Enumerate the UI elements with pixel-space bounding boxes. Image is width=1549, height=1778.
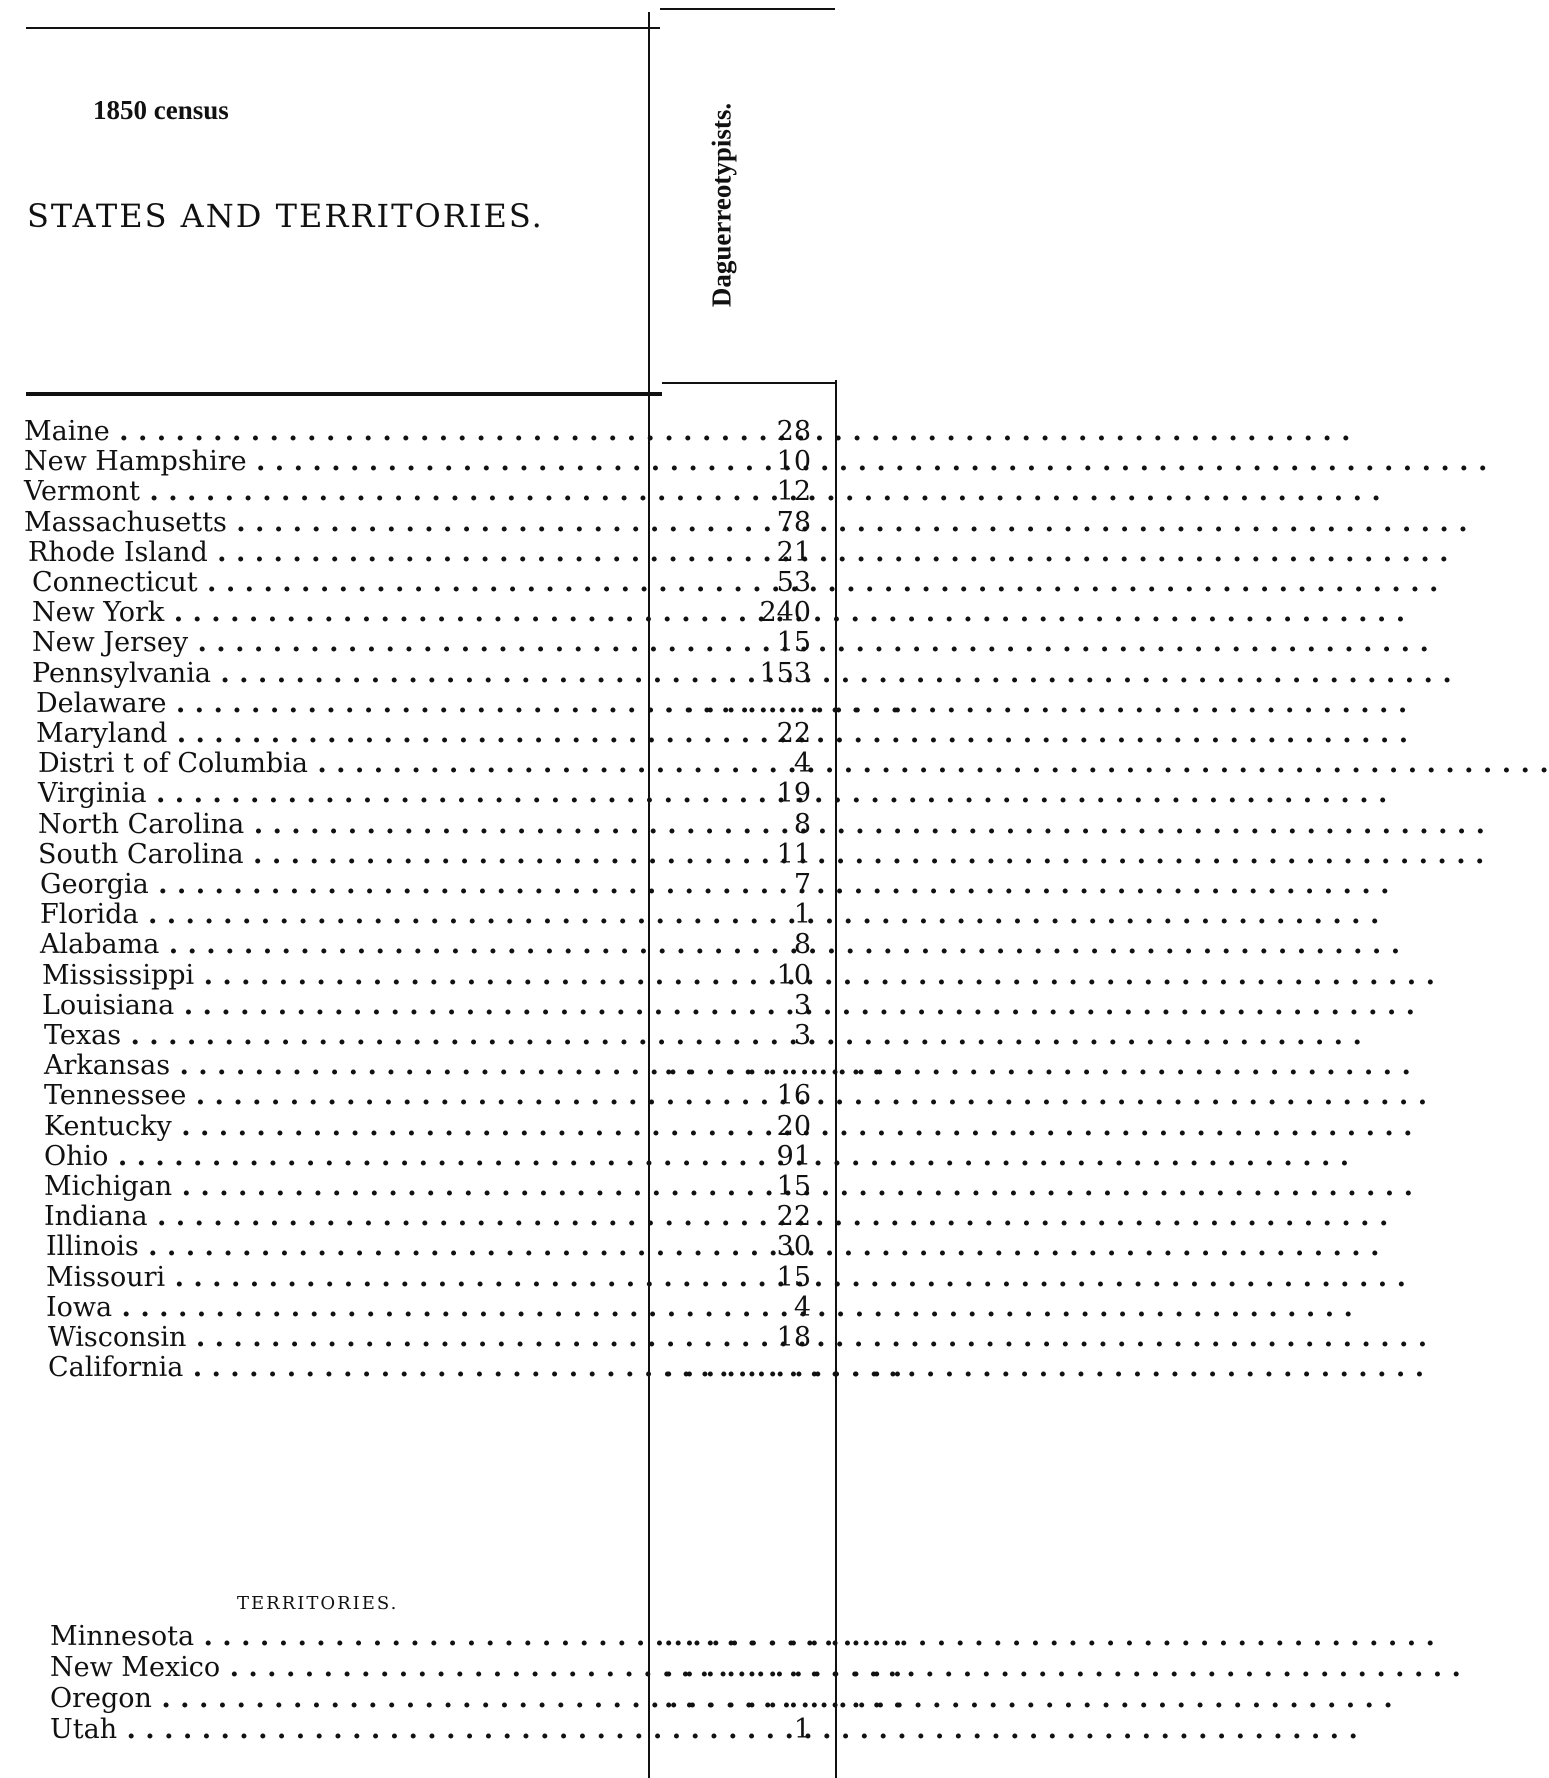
row-empty-leader: . . . . . . . . . . . .: [664, 1683, 904, 1714]
row-name: New Jersey . . .: [32, 626, 654, 660]
row-name: Oregon . . .: [50, 1682, 672, 1716]
row-name: Alabama . . .: [40, 928, 662, 962]
table-row: [0, 1019, 841, 1053]
row-name: Arkansas . . .: [44, 1049, 666, 1083]
row-name: Massachusetts . . .: [24, 506, 646, 540]
table-row: [0, 838, 841, 872]
row-value: 4: [793, 1291, 811, 1323]
table-row: [0, 1713, 841, 1747]
table-row: [0, 1140, 841, 1174]
row-name: Missouri . . .: [46, 1261, 668, 1295]
row-name: Rhode Island . . .: [28, 536, 650, 570]
table-row: [0, 626, 841, 660]
row-value: 20: [776, 1110, 811, 1142]
row-name: Illinois . . .: [46, 1230, 668, 1264]
row-name: Connecticut . . .: [32, 566, 654, 600]
row-value: 240: [759, 597, 811, 629]
row-name: Ohio . . .: [44, 1140, 666, 1174]
table-row: [0, 445, 841, 479]
row-value: 11: [776, 838, 811, 870]
row-empty-leader: . . . . . . . . . . . .: [664, 1352, 904, 1384]
row-name: Texas . . .: [44, 1019, 666, 1053]
table-row: [0, 657, 841, 691]
row-empty-leader: . . . . . . . . . . . .: [664, 1652, 904, 1683]
row-value: 53: [776, 567, 811, 598]
table-row: [0, 1110, 841, 1144]
row-name: Pennsylvania . . .: [32, 657, 654, 691]
row-name: Indiana . . .: [44, 1200, 666, 1234]
row-name: Tennessee . . .: [44, 1079, 666, 1113]
row-value: 18: [776, 1322, 811, 1353]
row-name: Mississippi . . .: [42, 959, 664, 993]
table-row: [0, 1651, 904, 1685]
table-row: [0, 1200, 841, 1234]
table-row: [0, 717, 841, 751]
row-name: Utah . . .: [50, 1713, 672, 1747]
table-row: [0, 1620, 904, 1654]
table-row: [0, 566, 841, 600]
row-value: 30: [776, 1231, 811, 1263]
row-value: 19: [776, 778, 811, 810]
states-column-heading: STATES AND TERRITORIES.: [27, 197, 544, 235]
table-row: [0, 1049, 904, 1083]
row-name: Florida . . .: [40, 898, 662, 932]
table-row: [0, 536, 841, 570]
row-name: Kentucky . . .: [44, 1110, 666, 1144]
row-value: 1: [793, 899, 811, 931]
row-value: 10: [776, 446, 811, 478]
header-bottom-rule: [26, 392, 662, 396]
row-value: 1: [793, 1714, 811, 1745]
table-row: [0, 1230, 841, 1264]
table-row: [0, 898, 841, 932]
row-value: 28: [776, 416, 811, 447]
table-row: [0, 1351, 904, 1385]
table-row: [0, 415, 841, 449]
row-name: Vermont . . .: [24, 475, 646, 509]
row-name: Delaware . . .: [36, 687, 658, 721]
table-row: [0, 989, 841, 1023]
row-value: 3: [793, 1020, 811, 1051]
row-value: 22: [776, 1201, 811, 1233]
top-rule-right: [660, 8, 835, 10]
row-value: 12: [776, 476, 811, 508]
table-row: [0, 687, 904, 721]
row-name: New Hampshire . . .: [24, 445, 646, 479]
row-name: Michigan . . .: [44, 1170, 666, 1204]
table-row: [0, 959, 841, 993]
row-name: Minnesota . . .: [50, 1620, 672, 1654]
daguerreotypists-column-heading: Daguerreotypists.: [706, 102, 737, 308]
table-row: [0, 596, 841, 630]
table-row: [0, 1682, 904, 1716]
row-name: California . . .: [48, 1351, 670, 1385]
row-name: Iowa . . .: [46, 1291, 668, 1325]
table-row: [0, 506, 841, 540]
table-row: [0, 928, 841, 962]
row-name: South Carolina . . .: [38, 838, 660, 872]
row-value: 78: [776, 506, 811, 538]
row-name: Distri t of Columbia . . .: [38, 747, 660, 781]
row-name: New York . . .: [32, 596, 654, 630]
row-name: New Mexico . . .: [50, 1651, 672, 1685]
row-value: 10: [776, 959, 811, 991]
row-value: 3: [793, 989, 811, 1021]
table-row: [0, 1291, 841, 1325]
row-value: 91: [776, 1140, 811, 1172]
table-row: [0, 475, 841, 509]
row-name: Virginia . . .: [38, 777, 660, 811]
header-bottom-rule-right: [662, 382, 837, 384]
census-label: 1850 census: [93, 95, 229, 125]
table-row: [0, 1261, 841, 1295]
row-name: Maine . . .: [24, 415, 646, 449]
row-empty-leader: . . . . . . . . . . . .: [664, 1621, 904, 1652]
row-name: Maryland . . .: [36, 717, 658, 751]
row-value: 16: [776, 1080, 811, 1112]
row-name: North Carolina . . .: [38, 808, 660, 842]
table-row: [0, 1079, 841, 1113]
row-empty-leader: . . . . . . . . . . . .: [664, 687, 904, 719]
row-value: 15: [776, 1261, 811, 1293]
top-rule: [26, 27, 660, 29]
row-value: 15: [776, 627, 811, 659]
table-row: [0, 1170, 841, 1204]
table-row: [0, 1321, 841, 1355]
row-name: Wisconsin . . .: [48, 1321, 670, 1355]
row-name: Georgia . . .: [40, 868, 662, 902]
row-value: 22: [776, 718, 811, 749]
table-row: [0, 808, 841, 842]
row-value: 4: [793, 748, 811, 780]
row-value: 15: [776, 1171, 811, 1202]
row-name: Louisiana . . .: [42, 989, 664, 1023]
table-row: [0, 747, 841, 781]
row-value: 7: [793, 869, 811, 900]
row-empty-leader: . . . . . . . . . . . .: [664, 1050, 904, 1082]
table-row: [0, 868, 841, 902]
row-value: 8: [793, 808, 811, 840]
table-row: [0, 777, 841, 811]
row-value: 21: [776, 536, 811, 568]
territories-section-label: TERRITORIES.: [237, 1593, 399, 1614]
row-value: 153: [759, 657, 811, 689]
row-value: 8: [793, 929, 811, 961]
